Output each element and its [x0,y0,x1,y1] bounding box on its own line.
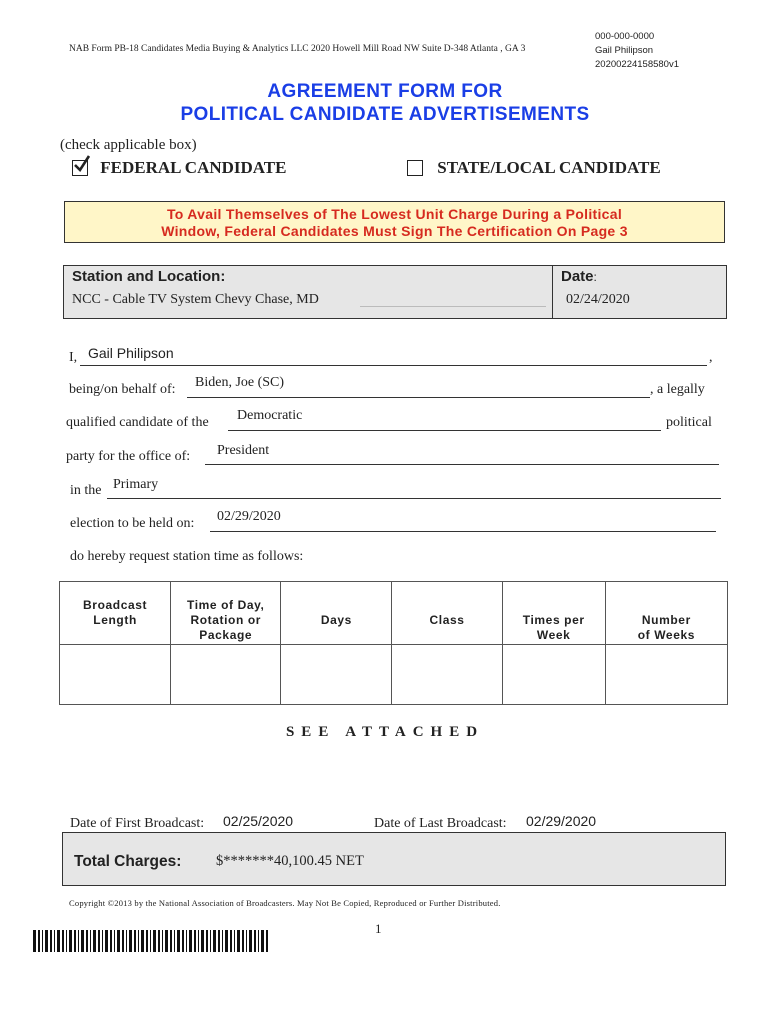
first-broadcast-label: Date of First Broadcast: [70,816,205,831]
party-label: qualified candidate of the [66,415,209,430]
in-label: in the [70,483,102,498]
i-label: I, [69,350,78,365]
form-title-line1: AGREEMENT FORM FOR [267,81,503,102]
see-attached: SEE ATTACHED [285,724,485,740]
state-candidate-option[interactable] [407,157,661,178]
total-charges-label: Total Charges: [74,853,182,870]
col-broadcast-length: Broadcast Length [60,582,171,645]
header-phone: 000-000-0000 [595,31,655,42]
last-broadcast-label: Date of Last Broadcast: [374,816,507,831]
schedule-table [59,581,728,705]
col-time-of-day: Time of Day, Rotation or Package [171,582,281,645]
cell-number-of-weeks[interactable] [605,645,727,705]
election-label: election to be held on: [70,516,195,531]
header-left-text: NAB Form PB-18 Candidates Media Buying & Analytics LLC 2020 Howell Mill Road NW Suite D-348 Atlanta , GA 3 [69,44,526,54]
form-title-line2: POLITICAL CANDIDATE ADVERTISEMENTS [180,104,590,125]
date-label: Date [561,268,594,285]
banner-line1: To Avail Themselves of The Lowest Unit Charge During a Political [166,206,623,222]
federal-checkbox[interactable] [72,160,88,176]
behalf-end: , a legally [650,382,705,397]
party-end: political [666,415,712,430]
copyright-notice: Copyright ©2013 by the National Association of Broadcasters. May Not Be Copied, Reproduced or Further Distributed. [69,898,501,908]
station-location-box [63,265,727,319]
behalf-value[interactable]: Biden, Joe (SC) [195,375,285,390]
page-number: 1 [375,921,382,936]
office-value[interactable]: President [217,443,270,458]
cell-broadcast-length[interactable] [60,645,171,705]
party-value[interactable]: Democratic [237,408,303,423]
cell-days[interactable] [281,645,392,705]
i-value[interactable]: Gail Philipson [88,345,174,361]
in-value[interactable]: Primary [113,477,159,492]
state-checkbox[interactable] [407,160,423,176]
col-times-per-week: Times per Week [502,582,605,645]
last-broadcast-value[interactable]: 02/29/2020 [526,813,597,829]
cell-time-of-day[interactable] [171,645,281,705]
header-name: Gail Philipson [595,45,654,56]
date-colon: : [593,270,597,284]
office-label: party for the office of: [66,449,191,464]
lowest-unit-charge-banner [64,201,725,243]
state-candidate-label: STATE/LOCAL CANDIDATE [437,158,661,178]
barcode-icon [33,930,269,952]
election-value[interactable]: 02/29/2020 [217,509,281,524]
cell-times-per-week[interactable] [502,645,605,705]
request-text: do hereby request station time as follows: [70,549,304,564]
first-broadcast-value[interactable]: 02/25/2020 [223,813,294,829]
station-value[interactable]: NCC - Cable TV System Chevy Chase, MD [72,292,319,307]
station-label: Station and Location: [72,268,226,285]
checkmark-icon [72,155,92,175]
col-class: Class [392,582,502,645]
check-applicable-note: (check applicable box) [60,137,197,153]
banner-line2: Window, Federal Candidates Must Sign The Certification On Page 3 [161,223,628,239]
col-number-of-weeks: Number of Weeks [605,582,727,645]
date-value[interactable]: 02/24/2020 [566,292,630,307]
cell-class[interactable] [392,645,502,705]
i-end: , [709,350,713,365]
behalf-label: being/on behalf of: [69,382,176,397]
col-days: Days [281,582,392,645]
total-charges-box [62,832,726,886]
federal-candidate-label: FEDERAL CANDIDATE [100,158,287,178]
total-charges-value[interactable]: $*******40,100.45 NET [216,853,364,869]
federal-candidate-option[interactable] [72,157,287,178]
header-doc-id: 20200224158580v1 [595,59,680,70]
